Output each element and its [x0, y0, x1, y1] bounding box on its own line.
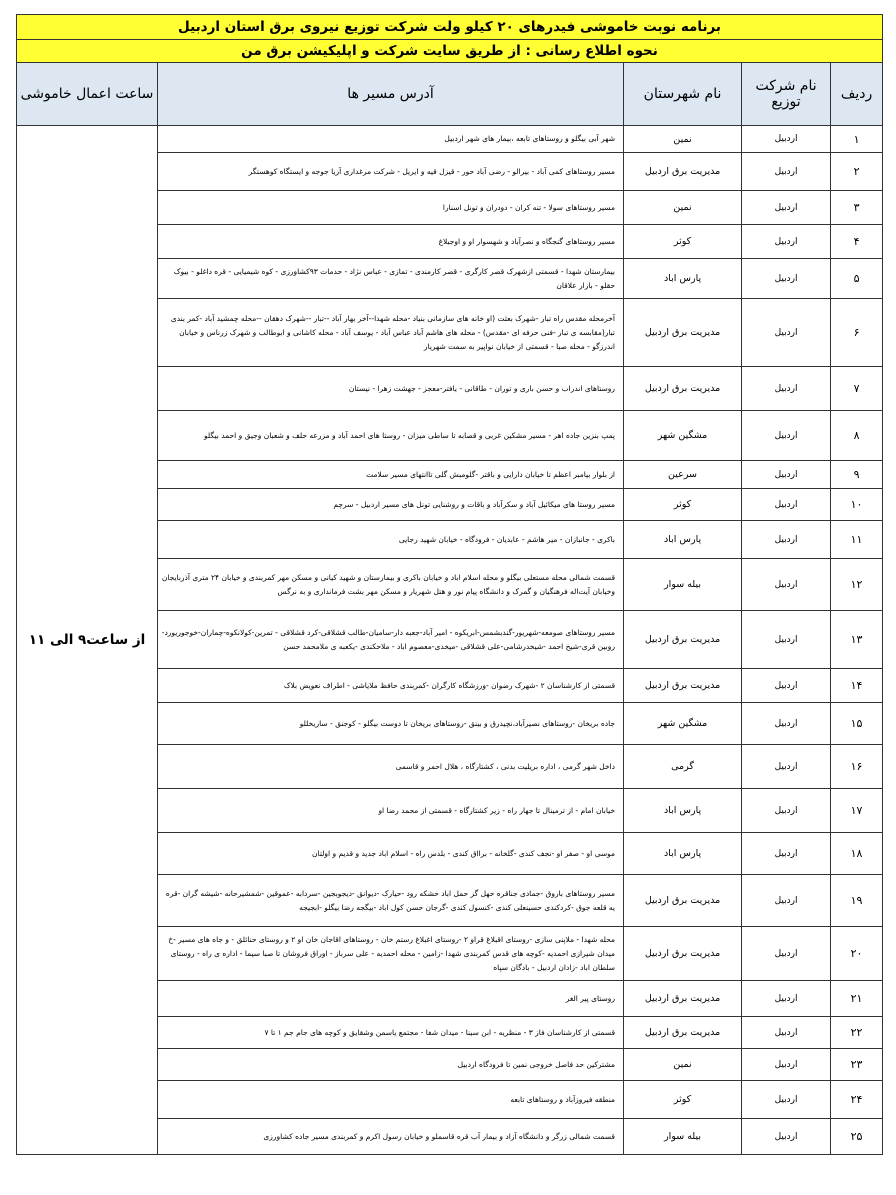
- company-name: اردبیل: [742, 411, 831, 461]
- company-name: اردبیل: [742, 461, 831, 489]
- row-number: ۱۱: [831, 521, 883, 559]
- route-address: باکری - جانبازان - میر هاشم - عابدیان - فرودگاه - خیابان شهید رجایی: [158, 521, 624, 559]
- city-name: سرعین: [624, 461, 742, 489]
- company-name: اردبیل: [742, 745, 831, 789]
- header-city: نام شهرستان: [624, 63, 742, 126]
- company-name: اردبیل: [742, 1017, 831, 1049]
- row-number: ۲۲: [831, 1017, 883, 1049]
- city-name: مدیریت برق اردبیل: [624, 669, 742, 703]
- company-name: اردبیل: [742, 191, 831, 225]
- route-address: روستای پیر الغر: [158, 981, 624, 1017]
- route-address: موسی او - صفر او -نجف کندی -گلخانه - برااق کندی - بلدس راه - اسلام اباد جدید و قدیم و اولتان: [158, 833, 624, 875]
- row-number: ۲: [831, 153, 883, 191]
- row-number: ۱۸: [831, 833, 883, 875]
- route-address: مشترکین حد فاصل خروجی نمین تا فرودگاه اردبیل: [158, 1049, 624, 1081]
- company-name: اردبیل: [742, 153, 831, 191]
- company-name: اردبیل: [742, 611, 831, 669]
- row-number: ۲۰: [831, 927, 883, 981]
- row-number: ۱۵: [831, 703, 883, 745]
- company-name: اردبیل: [742, 1049, 831, 1081]
- route-address: بیمارستان شهدا - قسمتی ازشهرک قصر کارگری - قصر کارمندی - تمازی - عباس نژاد - حدمات ۹۳کشاورزی - کوه شیمیایی - قره داغلو - بیوک حقلو - بازار علاقان: [158, 259, 624, 299]
- route-address: قسمت شمالی زرگر و دانشگاه آزاد و بیمار آب قره قاسملو و خیابان رسول اکرم و کمربندی مسیر جاده کشاورزی: [158, 1119, 624, 1155]
- route-address: از بلوار بیامبر اعظم تا خیابان دارایی و باقتر -گلومبش گلی تاانتهای مسیر سلامت: [158, 461, 624, 489]
- route-address: روستاهای اندراب و حسن باری و توران - طاقانی - یافتر-معجز - جهشت زهرا - نیستان: [158, 367, 624, 411]
- company-name: اردبیل: [742, 126, 831, 153]
- city-name: پارس اباد: [624, 259, 742, 299]
- city-name: بیله سوار: [624, 1119, 742, 1155]
- row-number: ۱: [831, 126, 883, 153]
- route-address: شهر آبی بیگلو و روستاهای تابعه ،بیمار های شهر اردبیل: [158, 126, 624, 153]
- blackout-schedule-table: [16, 14, 883, 1155]
- row-number: ۱۰: [831, 489, 883, 521]
- company-name: اردبیل: [742, 225, 831, 259]
- city-name: نمین: [624, 191, 742, 225]
- company-name: اردبیل: [742, 703, 831, 745]
- city-name: پارس اباد: [624, 789, 742, 833]
- company-name: اردبیل: [742, 367, 831, 411]
- city-name: کوثر: [624, 225, 742, 259]
- header-row-number: ردیف: [831, 63, 883, 126]
- row-number: ۱۴: [831, 669, 883, 703]
- row-number: ۵: [831, 259, 883, 299]
- row-number: ۲۴: [831, 1081, 883, 1119]
- route-address: مسیر روستاهای باروق -جمادی جناقره حهل گز حمل اباد حشکه رود -حیارک -دیوانق -دیجوبجین -سردابه -عموقین -شمشیرحانه -شیشه گران -قره یه قلعه جوق -کردکندی حسینعلی کندی -کنسول کندی -گرجان حسن کول اباد -بیگجه رضا بیگلو -ابجیجه: [158, 875, 624, 927]
- city-name: کوثر: [624, 1081, 742, 1119]
- notification-method: نحوه اطلاع رسانی : از طریق سایت شرکت و اپلیکیشن برق من: [17, 40, 883, 63]
- row-number: ۱۳: [831, 611, 883, 669]
- route-address: قسمتی از کارشناسان فاز ۳ - منظریه - ابن سینا - میدان شفا - مجتمع یاسمن وشقایق و کوچه های جام جم ۱ تا ۷: [158, 1017, 624, 1049]
- row-number: ۱۹: [831, 875, 883, 927]
- column-header-row: [17, 63, 883, 126]
- row-number: ۲۱: [831, 981, 883, 1017]
- company-name: اردبیل: [742, 981, 831, 1017]
- row-number: ۷: [831, 367, 883, 411]
- route-address: آخرمحله مقدس راه تبار -شهرک بعثت (او خانه های سازمانی بنیاد -محله شهدا--آخر بهار آباد --تبار --شهرک دهقان --محله چمشید آباد -کمر بندی تبار(مقابسه ی تبار -فنی حرفه ای -مقدس) - محله های هاشم آباد عباس آباد - یوسف آباد - محله کاشانی و ابوطالب و شهرک زرناس و خیابان اندرزگو - محله صبا - قسمتی از خیابان نواپیر به سمت شهریار: [158, 299, 624, 367]
- route-address: مسیر روستاهای کمی آباد - بیرالو - رضی آباد حور - قیزل قیه و ایریل - شرکت مرغداری آریا جوجه و ایستگاه کوهستگر: [158, 153, 624, 191]
- city-name: نمین: [624, 126, 742, 153]
- row-number: ۶: [831, 299, 883, 367]
- company-name: اردبیل: [742, 875, 831, 927]
- city-name: مدیریت برق اردبیل: [624, 981, 742, 1017]
- row-number: ۱۷: [831, 789, 883, 833]
- city-name: کوثر: [624, 489, 742, 521]
- city-name: مدیریت برق اردبیل: [624, 299, 742, 367]
- company-name: اردبیل: [742, 927, 831, 981]
- route-address: خیابان امام - از ترمینال تا جهار راه - زیر کشتارگاه - قسمتی از محمد رضا او: [158, 789, 624, 833]
- route-address: پمپ بنزین جاده اهر - مسیر مشکین غربی و قصابه تا ساطی میزان - روستا های احمد آباد و مزرعه حلف و شعبان وجیق و احمد بیگلو: [158, 411, 624, 461]
- city-name: گرمی: [624, 745, 742, 789]
- city-name: مدیریت برق اردبیل: [624, 367, 742, 411]
- company-name: اردبیل: [742, 521, 831, 559]
- city-name: مدیریت برق اردبیل: [624, 153, 742, 191]
- company-name: اردبیل: [742, 1081, 831, 1119]
- company-name: اردبیل: [742, 669, 831, 703]
- header-address: آدرس مسیر ها: [158, 63, 624, 126]
- row-number: ۱۲: [831, 559, 883, 611]
- route-address: قسمت شمالی محله مستعلی بیگلو و محله اسلام اباد و خیابان باکری و بیمارستان و شهید کیانی و مسکن مهر کمربندی و خیابان ۲۴ متری آذربایجان وخیابان آیت‌اله فرهنگیان و گمرک و دانشگاه پیام نور و هتل شهریار و مسکن مهر بشت فرمانداری و به نرگس: [158, 559, 624, 611]
- city-name: مدیریت برق اردبیل: [624, 1017, 742, 1049]
- city-name: پارس اباد: [624, 833, 742, 875]
- route-address: قسمتی از کارشناسان ۲ -شهرک رضوان -ورزشگاه کارگران -کمربندی حافظ ملایاشی - اطراف نعویض بلاک: [158, 669, 624, 703]
- route-address: جاده بریخان -روستاهای نصیرآباد،نچیدرق و بینق -روستاهای بریخان تا دوست بیگلو - کوجنق - ساریخللو: [158, 703, 624, 745]
- title-row: [17, 15, 883, 40]
- company-name: اردبیل: [742, 489, 831, 521]
- row-number: ۲۳: [831, 1049, 883, 1081]
- blackout-hours: از ساعت۹ الی ۱۱: [17, 126, 158, 1155]
- row-number: ۱۶: [831, 745, 883, 789]
- subtitle-row: [17, 40, 883, 63]
- route-address: داخل شهر گرمی ، اداره بریلیت بدنی ، کشتارگاه ، هلال احمر و قاسمی: [158, 745, 624, 789]
- table-row: [17, 126, 883, 153]
- company-name: اردبیل: [742, 789, 831, 833]
- route-address: محله شهدا - ملاپنی سازی -روستای اقبلاغ قراو ۲ -روستای اغبلاغ رستم خان - روستاهای اقاجان خان او ۲ و روستای حنائلق - و جاه های مسیر -خ میدان شیرازی احمدیه -کوچه های قدس کمربندی شهدا -زامین - محله احمدیه - علی سرباز - اوراق فروشان تا صبا سیما - اداره ی راه - روستای سلطان اباد -زادان اردبیل - بادگان سپاه: [158, 927, 624, 981]
- page-title: برنامه نوبت خاموشی فیدرهای ۲۰ کیلو ولت شرکت توزیع نیروی برق استان اردبیل: [17, 15, 883, 40]
- city-name: مدیریت برق اردبیل: [624, 875, 742, 927]
- row-number: ۳: [831, 191, 883, 225]
- city-name: پارس اباد: [624, 521, 742, 559]
- route-address: مسیر روستاهای سولا - تنه کران - دودران و تونل اسنارا: [158, 191, 624, 225]
- route-address: مسیر روستاهای گنجگاه و نصرآباد و شهسوار او و اوجبلاغ: [158, 225, 624, 259]
- company-name: اردبیل: [742, 299, 831, 367]
- company-name: اردبیل: [742, 259, 831, 299]
- city-name: مشگین شهر: [624, 703, 742, 745]
- row-number: ۹: [831, 461, 883, 489]
- route-address: مسیر روستا های میکائیل آباد و سکرآباد و باقات و روشنایی تونل های مسیر اردبیل - سرچم: [158, 489, 624, 521]
- city-name: مدیریت برق اردبیل: [624, 927, 742, 981]
- city-name: نمین: [624, 1049, 742, 1081]
- schedule-rows: [17, 126, 883, 1155]
- city-name: بیله سوار: [624, 559, 742, 611]
- header-hours: ساعت اعمال خاموشی: [17, 63, 158, 126]
- company-name: اردبیل: [742, 559, 831, 611]
- city-name: مدیریت برق اردبیل: [624, 611, 742, 669]
- company-name: اردبیل: [742, 1119, 831, 1155]
- header-company: نام شرکت توزیع: [742, 63, 831, 126]
- row-number: ۴: [831, 225, 883, 259]
- company-name: اردبیل: [742, 833, 831, 875]
- row-number: ۸: [831, 411, 883, 461]
- city-name: مشگین شهر: [624, 411, 742, 461]
- route-address: مسیر روستاهای صومعه-شهریور-گندبشمس-ابریکوه - امیر آباد-جعبه دار-سامیان-طالب قشلاقی-کرد قشلاقی - تمرین-کولانکوه-چماران-خوجوریورد-روبین قری-شیخ احمد -شیخدرشامی-علی قشلاقی -میخدی-معصوم اباد - ملاحکندی -یکعبه ی ملامحمد حسن: [158, 611, 624, 669]
- route-address: منطقه فیروزآباد و روستاهای تابعه: [158, 1081, 624, 1119]
- row-number: ۲۵: [831, 1119, 883, 1155]
